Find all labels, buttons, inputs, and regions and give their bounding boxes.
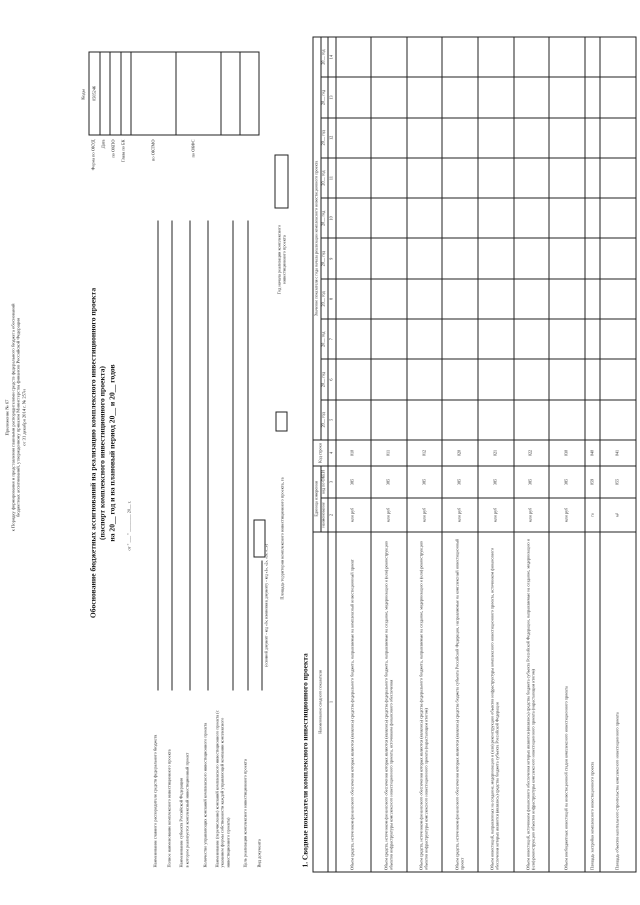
value-cell[interactable] [549, 36, 585, 76]
column-number: 7 [328, 319, 336, 359]
value-cell[interactable] [478, 278, 514, 318]
table-row [406, 36, 442, 871]
value-cell[interactable] [442, 198, 478, 238]
form-title-line3: на 20__ год и на плановый период 20__ и 20__ годов [106, 363, 116, 542]
unit-name-cell: млн руб [335, 498, 371, 532]
table-row [600, 36, 636, 871]
value-cell[interactable] [513, 198, 549, 238]
okei-code-cell: 385 [406, 465, 442, 497]
value-cell[interactable] [478, 117, 514, 157]
field-label-doc-type: Вид документа [256, 838, 261, 867]
doc-type-code-box[interactable] [253, 519, 265, 557]
th-year: 20__ год [320, 278, 328, 318]
okfs-code-cell[interactable] [176, 52, 221, 134]
value-cell[interactable] [513, 399, 549, 439]
value-cell[interactable] [371, 359, 407, 399]
field-line-region[interactable] [189, 220, 190, 690]
unit-name-cell: м² [600, 498, 636, 532]
value-cell[interactable] [600, 238, 636, 278]
row-code-cell: 040 [584, 439, 600, 465]
value-cell[interactable] [513, 319, 549, 359]
value-cell[interactable] [442, 238, 478, 278]
value-cell[interactable] [513, 359, 549, 399]
value-cell[interactable] [371, 117, 407, 157]
value-cell[interactable] [584, 36, 600, 76]
column-number: 6 [328, 359, 336, 399]
value-cell[interactable] [335, 198, 371, 238]
value-cell[interactable] [371, 77, 407, 117]
value-cell[interactable] [584, 198, 600, 238]
unit-name-cell: млн руб [406, 498, 442, 532]
summary-table [312, 36, 636, 872]
form-date-line: от " ___ " ________ 20__ г. [126, 500, 131, 550]
value-cell[interactable] [442, 278, 478, 318]
form-title-line1: Обоснование бюджетных ассигнований на реализацию комплексного инвестиционного проекта [88, 287, 97, 618]
column-number: 2 [328, 498, 336, 532]
th-year: 20__ год [320, 157, 328, 197]
value-cell[interactable] [442, 77, 478, 117]
indicator-name-cell: Объем инвестиций, направленных на создание, модернизацию и (или) реконструкцию объектов инфраструктуры комплексного инвестиционного проекта, источником финансового обеспечения которых являются (являлись) средства бюджета субъекта Российской Федерации [478, 532, 514, 872]
field-label-region: Наименование субъекта Российской Федерации [178, 777, 183, 867]
field-label-companies: Наименование (перечисление) компаний комплексного инвестиционного проекта (с указанием формы собственности каждой управляющей компании комплексного инвестиционного проекта) [214, 709, 230, 867]
value-cell[interactable] [513, 157, 549, 197]
value-cell[interactable] [406, 359, 442, 399]
column-number: 13 [328, 77, 336, 117]
table-row [371, 36, 407, 871]
value-cell[interactable] [478, 198, 514, 238]
value-cell[interactable] [406, 278, 442, 318]
appendix-date: от 31 декабря 2014 г. № 257н [21, 388, 27, 446]
value-cell[interactable] [513, 238, 549, 278]
unit-name-cell: млн руб [442, 498, 478, 532]
value-cell[interactable] [549, 319, 585, 359]
oktmo-label: по ОКТМО [150, 139, 155, 161]
field-label-company-count: Количество управляющих компаний комплексного инвестиционного проекта [202, 722, 207, 867]
value-cell[interactable] [513, 36, 549, 76]
form-title-line2: (паспорт комплексного инвестиционного проекта) [97, 365, 107, 540]
value-cell[interactable] [549, 157, 585, 197]
value-cell[interactable] [549, 399, 585, 439]
value-cell[interactable] [600, 198, 636, 238]
okei-code-cell: 385 [513, 465, 549, 497]
th-year: 20__ год [320, 319, 328, 359]
field-line-goal[interactable] [247, 220, 248, 690]
date-code-cell[interactable] [100, 52, 111, 134]
start-year-box[interactable] [274, 154, 288, 208]
value-cell[interactable] [371, 36, 407, 76]
okfs-label: по ОКФС [190, 139, 195, 157]
value-cell[interactable] [549, 359, 585, 399]
okud-label: Форма по ОКУД [90, 139, 95, 170]
value-cell[interactable] [600, 359, 636, 399]
table-row [478, 36, 514, 871]
value-cell[interactable] [513, 278, 549, 318]
value-cell[interactable] [478, 399, 514, 439]
value-cell[interactable] [406, 399, 442, 439]
oktmo-code-cell[interactable] [131, 52, 176, 134]
value-cell[interactable] [371, 198, 407, 238]
value-cell[interactable] [406, 319, 442, 359]
start-year-label: Год начала реализации комплексного инвестиционного проекта [276, 224, 287, 294]
field-line-gr[interactable] [157, 220, 158, 690]
indicator-name-cell: Объем внебюджетных инвестиций на инвестиционной стадии комплексного инвестиционного проекта [549, 532, 585, 872]
value-cell[interactable] [549, 117, 585, 157]
unit-name-cell: млн руб [371, 498, 407, 532]
column-number: 14 [328, 36, 336, 76]
value-cell[interactable] [335, 77, 371, 117]
value-cell[interactable] [442, 319, 478, 359]
column-number: 10 [328, 198, 336, 238]
row-code-cell: 041 [600, 439, 636, 465]
th-year: 20__ год [320, 238, 328, 278]
value-cell[interactable] [584, 278, 600, 318]
okei-code-cell: 385 [549, 465, 585, 497]
value-cell[interactable] [406, 238, 442, 278]
value-cell[interactable] [600, 399, 636, 439]
th-row-code: Код строки [313, 439, 328, 465]
value-cell[interactable] [600, 117, 636, 157]
value-cell[interactable] [335, 238, 371, 278]
th-unit: Единица измерения [313, 465, 321, 531]
table-row [549, 36, 585, 871]
th-year: 20__ год [320, 359, 328, 399]
field-line-doc-type[interactable] [261, 560, 262, 690]
value-cell[interactable] [584, 238, 600, 278]
row-code-cell: 012 [406, 439, 442, 465]
value-cell[interactable] [549, 198, 585, 238]
okei-code-cell: 059 [584, 465, 600, 497]
value-cell[interactable] [371, 278, 407, 318]
okei-code-cell: 385 [335, 465, 371, 497]
value-cell[interactable] [335, 117, 371, 157]
value-cell[interactable] [335, 36, 371, 76]
value-cell[interactable] [335, 359, 371, 399]
territory-label: Площадь территории комплексного инвестиционного проекта, га [279, 476, 284, 600]
value-cell[interactable] [600, 278, 636, 318]
value-cell[interactable] [478, 238, 514, 278]
column-number: 1 [328, 532, 336, 872]
column-number: 8 [328, 278, 336, 318]
territory-value-box[interactable] [275, 411, 287, 431]
indicator-name-cell: Площадь застройки комплексного инвестиционного проекта [584, 532, 600, 872]
section-title: 1. Сводные показатели комплексного инвестиционного проекта [300, 652, 309, 867]
okpo-code-cell[interactable] [110, 52, 121, 134]
codes-header: Коды [80, 88, 85, 100]
value-cell[interactable] [442, 359, 478, 399]
glava-code-cell[interactable] [121, 52, 132, 134]
value-cell[interactable] [371, 319, 407, 359]
th-unit-okei: код по ОКЕИ [320, 465, 328, 497]
okei-code-cell: 385 [478, 465, 514, 497]
value-cell[interactable] [478, 359, 514, 399]
column-number: 4 [328, 439, 336, 465]
extra-code-cell-2[interactable] [240, 52, 258, 134]
value-cell[interactable] [549, 77, 585, 117]
value-cell[interactable] [600, 77, 636, 117]
th-year: 20__ год [320, 117, 328, 157]
row-code-cell: 022 [513, 439, 549, 465]
field-line-companies[interactable] [232, 220, 233, 690]
field-label-region-sub: в котором реализуется комплексный инвестиционный проект [184, 752, 189, 867]
column-number: 9 [328, 238, 336, 278]
codes-box [88, 51, 259, 135]
date-label: Дата [100, 139, 105, 148]
value-cell[interactable] [442, 399, 478, 439]
indicator-name-cell: Площадь объектов капитального строительства комплексного инвестиционного проекта [600, 532, 636, 872]
value-cell[interactable] [584, 399, 600, 439]
glava-label: Глава по БК [120, 139, 125, 162]
th-year: 20__ год [320, 198, 328, 238]
okud-code: 0505246 [89, 52, 100, 134]
appendix-number: Приложение № 67 [4, 399, 9, 435]
value-cell[interactable] [600, 157, 636, 197]
value-cell[interactable] [406, 36, 442, 76]
form-title [88, 0, 116, 905]
th-year: 20__ год [320, 36, 328, 76]
value-cell[interactable] [478, 319, 514, 359]
value-cell[interactable] [406, 157, 442, 197]
appendix-text: к Порядку формирования и представления главными распорядителями средств федерального бюджета обоснований бюджетных ассигнований, утвержденному приказом Министерства финансов Российской Федерации [9, 303, 21, 531]
row-code-cell: 010 [335, 439, 371, 465]
okei-code-cell: 055 [600, 465, 636, 497]
th-year: 20__ год [320, 77, 328, 117]
indicator-name-cell: Объем средств, источником финансового обеспечения которых являются (являлись) средства федерального бюджета, направляемые на комплексный инвестиционный проект [335, 532, 371, 872]
value-cell[interactable] [442, 117, 478, 157]
value-cell[interactable] [335, 278, 371, 318]
value-cell[interactable] [600, 319, 636, 359]
table-row [335, 36, 371, 871]
table-row [513, 36, 549, 871]
doc-type-note: (основной документ – код «0»; изменения к документу – код «1», «2», «3», «...») [264, 543, 268, 667]
field-label-project-name: Полное наименование комплексного инвестиционного проекта [166, 748, 171, 867]
column-number: 12 [328, 117, 336, 157]
value-cell[interactable] [478, 157, 514, 197]
value-cell[interactable] [335, 319, 371, 359]
value-cell[interactable] [371, 399, 407, 439]
value-cell[interactable] [584, 359, 600, 399]
value-cell[interactable] [406, 117, 442, 157]
okpo-label: по ОКПО [110, 139, 115, 158]
value-cell[interactable] [584, 77, 600, 117]
value-cell[interactable] [513, 77, 549, 117]
value-cell[interactable] [406, 198, 442, 238]
table-row [584, 36, 600, 871]
table-row [442, 36, 478, 871]
extra-code-cell[interactable] [221, 52, 240, 134]
value-cell[interactable] [584, 117, 600, 157]
field-line-company-count[interactable] [207, 220, 208, 690]
value-cell[interactable] [371, 238, 407, 278]
unit-name-cell: млн руб [513, 498, 549, 532]
indicator-name-cell: Объем средств, источником финансового обеспечения которых являются (являлись) средства федерального бюджета, направляемые на создание, модернизацию и (или) реконструкцию объектов инфраструктуры комплексного инвестиционного проекта (нарастающим итогом) [406, 532, 442, 872]
okei-code-cell: 385 [442, 465, 478, 497]
value-cell[interactable] [335, 399, 371, 439]
indicator-name-cell: Объем средств, источником финансового обеспечения которых являются (являлись) средства бюджета субъекта Российской Федерации, направляемые на комплексный инвестиционный проект [442, 532, 478, 872]
okei-code-cell: 385 [371, 465, 407, 497]
field-line-project-name[interactable] [171, 220, 172, 690]
value-cell[interactable] [371, 157, 407, 197]
indicator-name-cell: Объем инвестиций, источником финансового обеспечения которых являются (являлись) средства бюджета субъекта Российской Федерации, направляемые на создание, модернизацию и (или) реконструкцию объектов инфраструктуры комплексного инвестиционного проекта (нарастающим итогом) [513, 532, 549, 872]
row-code-cell: 011 [371, 439, 407, 465]
value-cell[interactable] [584, 319, 600, 359]
value-cell[interactable] [442, 157, 478, 197]
value-cell[interactable] [478, 36, 514, 76]
column-number: 3 [328, 465, 336, 497]
unit-name-cell: млн руб [478, 498, 514, 532]
column-number: 11 [328, 157, 336, 197]
value-cell[interactable] [600, 36, 636, 76]
unit-name-cell: млн руб [549, 498, 585, 532]
value-cell[interactable] [584, 157, 600, 197]
value-cell[interactable] [549, 278, 585, 318]
value-cell[interactable] [513, 117, 549, 157]
value-cell[interactable] [478, 77, 514, 117]
approval-stamp [4, 292, 27, 542]
value-cell[interactable] [335, 157, 371, 197]
th-unit-name: наименование [320, 498, 328, 532]
value-cell[interactable] [406, 77, 442, 117]
th-year: 20__ год [320, 399, 328, 439]
row-code-cell: 020 [442, 439, 478, 465]
value-cell[interactable] [442, 36, 478, 76]
value-cell[interactable] [549, 238, 585, 278]
column-number: 5 [328, 399, 336, 439]
th-values: Значение показателя с года начала реализации комплексного инвестиционного проекта [313, 36, 321, 439]
row-code-cell: 021 [478, 439, 514, 465]
field-label-goal: Цель реализации комплексного инвестиционного проекта [242, 758, 247, 867]
th-indicator-name: Наименование сводного показателя [313, 532, 328, 872]
field-label-gr: Наименование главного распорядителя средств федерального бюджета [152, 734, 157, 867]
row-code-cell: 030 [549, 439, 585, 465]
unit-name-cell: га [584, 498, 600, 532]
indicator-name-cell: Объем средств, источником финансового обеспечения которых являются (являлись) средства федерального бюджета, направляемые на создание, модернизацию и (или) реконструкцию объектов инфраструктуры комплексного инвестиционного проекта, источником финансового обеспечения [371, 532, 407, 872]
